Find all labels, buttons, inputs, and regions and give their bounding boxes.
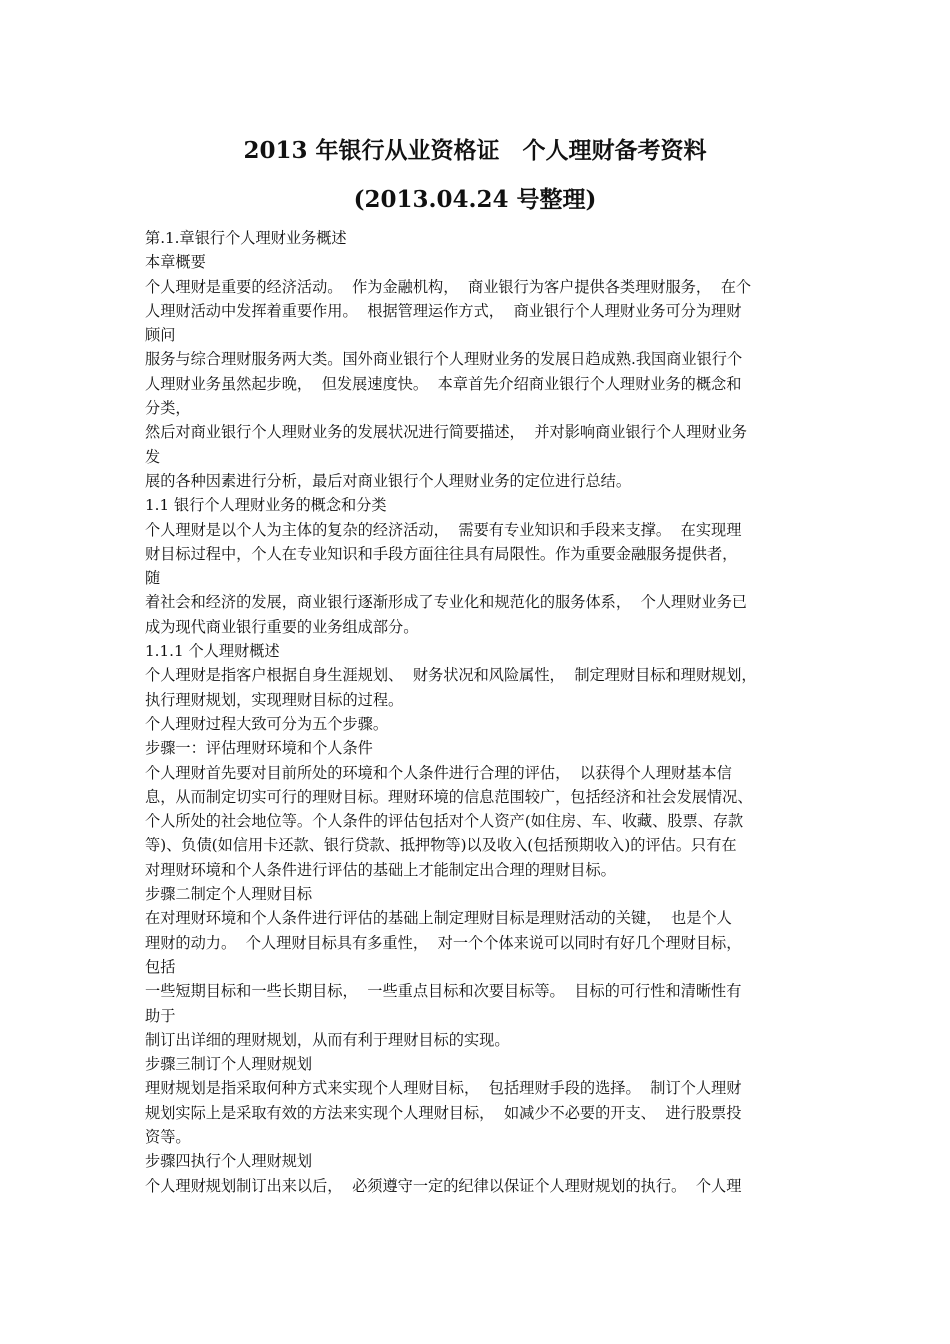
text-line: 包括 (145, 957, 176, 976)
text-line: 服务与综合理财服务两大类。国外商业银行个人理财业务的发展日趋成熟.我国商业银行个 (145, 350, 743, 369)
text-line: 人理财业务虽然起步晚， 但发展速度快。 本章首先介绍商业银行个人理财业务的概念和 (145, 374, 742, 393)
text-line: 资等。 (145, 1127, 191, 1146)
text-line: 步骤三制订个人理财规划 (145, 1055, 313, 1074)
text-line: 个人理财是以个人为主体的复杂的经济活动， 需要有专业知识和手段来支撑。 在实现理 (145, 520, 742, 539)
text-line: 展的各种因素进行分析，最后对商业银行个人理财业务的定位进行总结。 (145, 471, 631, 490)
text-line: 本章概要 (145, 253, 206, 272)
text-line: 个人理财是重要的经济活动。 作为金融机构， 商业银行为客户提供各类理财服务， 在个 (145, 277, 752, 296)
text-line: 个人理财首先要对目前所处的环境和个人条件进行合理的评估， 以获得个人理财基本信 (145, 763, 732, 782)
text-line: 成为现代商业银行重要的业务组成部分。 (145, 617, 419, 636)
text-line: 第.1.章银行个人理财业务概述 (145, 229, 347, 247)
text-line: 分类， (145, 399, 191, 418)
text-line: 1.1 银行个人理财业务的概念和分类 (145, 496, 387, 515)
text-line: 个人理财过程大致可分为五个步骤。 (145, 714, 388, 733)
text-line: 一些短期目标和一些长期目标， 一些重点目标和次要目标等。 目标的可行性和清晰性有 (145, 982, 742, 1001)
document-body (145, 226, 815, 1198)
text-line: 等)、负债(如信用卡还款、银行贷款、抵押物等)以及收入(包括预期收入)的评估。只有在 (145, 836, 737, 855)
text-line: 顾问 (145, 326, 176, 345)
text-line: 人理财活动中发挥着重要作用。 根据管理运作方式， 商业银行个人理财业务可分为理财 (145, 301, 742, 320)
text-line: 执行理财规划，实现理财目标的过程。 (145, 690, 404, 709)
text-line: 息，从而制定切实可行的理财目标。理财环境的信息范围较广，包括经济和社会发展情况、 (145, 787, 753, 806)
text-line: 财目标过程中，个人在专业知识和手段方面往往具有局限性。作为重要金融服务提供者， (145, 544, 738, 563)
document-title: 2013 年银行从业资格证 个人理财备考资料 (243, 137, 707, 164)
text-line: 步骤四执行个人理财规划 (145, 1152, 313, 1171)
text-line: 理财规划是指采取何种方式来实现个人理财目标， 包括理财手段的选择。 制订个人理财 (145, 1079, 742, 1098)
text-line: 1.1.1 个人理财概述 (145, 642, 280, 661)
text-line: 发 (145, 447, 161, 466)
document-subtitle: (2013.04.24 号整理) (353, 186, 597, 213)
text-line: 然后对商业银行个人理财业务的发展状况进行简要描述， 并对影响商业银行个人理财业务 (145, 423, 747, 442)
text-line: 步骤二制定个人理财目标 (145, 885, 313, 904)
text-line: 个人理财规划制订出来以后， 必须遵守一定的纪律以保证个人理财规划的执行。 个人理 (145, 1176, 742, 1195)
text-line: 制订出详细的理财规划，从而有利于理财目标的实现。 (145, 1030, 510, 1049)
text-line: 步骤一：评估理财环境和个人条件 (145, 739, 373, 758)
text-line: 个人理财是指客户根据自身生涯规划、 财务状况和风险属性， 制定理财目标和理财规划， (145, 666, 757, 685)
text-line: 随 (145, 569, 161, 588)
text-line: 助于 (145, 1006, 176, 1025)
text-line: 规划实际上是采取有效的方法来实现个人理财目标， 如减少不必要的开支、 进行股票投 (145, 1103, 742, 1122)
text-line: 个人所处的社会地位等。个人条件的评估包括对个人资产(如住房、车、收藏、股票、存款 (145, 812, 744, 831)
text-line: 理财的动力。 个人理财目标具有多重性， 对一个个体来说可以同时有好几个理财目标， (145, 933, 742, 952)
text-line: 对理财环境和个人条件进行评估的基础上才能制定出合理的理财目标。 (145, 860, 616, 879)
text-line: 在对理财环境和个人条件进行评估的基础上制定理财目标是理财活动的关键， 也是个人 (145, 909, 732, 928)
text-line: 着社会和经济的发展，商业银行逐渐形成了专业化和规范化的服务体系， 个人理财业务已 (145, 593, 747, 612)
